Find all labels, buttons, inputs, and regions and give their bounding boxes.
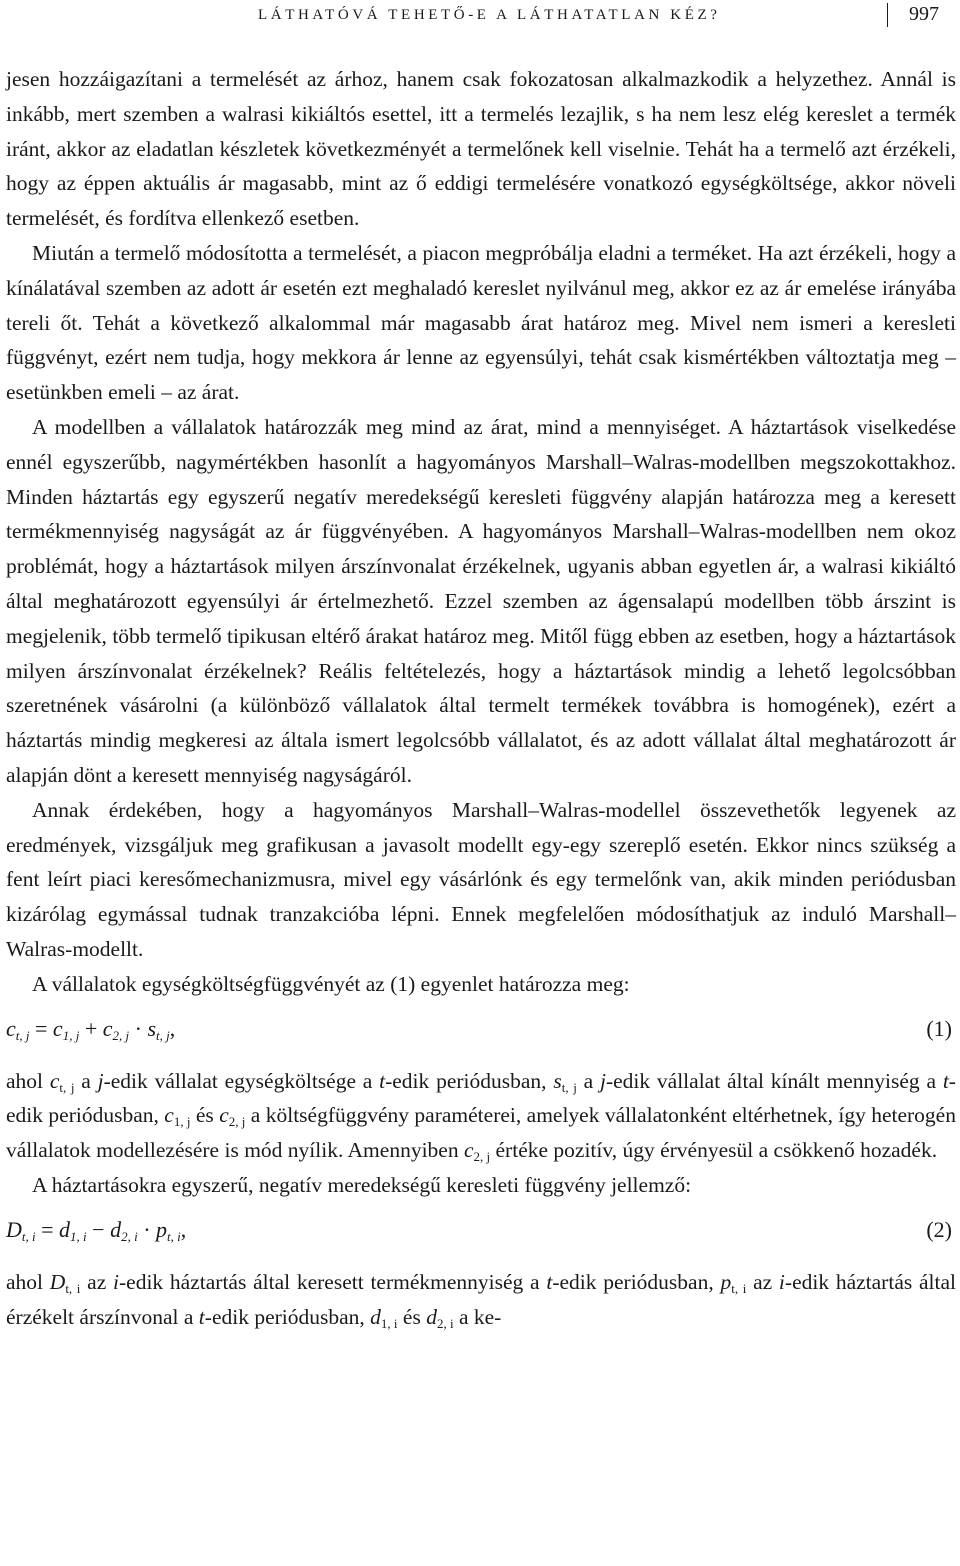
paragraph-6: ahol $c_{t, j}$ a j-edik vállalat egységköltsége a t-edik periódusban, $s_{t, j}$ a j-edik vállalat által kínált mennyiség a t-edik periódusban, $c_{1, j}$ és $c_{2, j}$ a költségfüggvény paraméterei, amelyek vállalatonként eltérhetnek, így heterogén vállalatok modellezésére is mód nyílik. Amennyiben $c_{2, j}$ értéke pozitív, úgy érvényesül a csökkenő hozadék. [6, 1068, 956, 1165]
running-title: LÁTHATÓVÁ TEHETŐ-E A LÁTHATATLAN KÉZ? [258, 7, 721, 23]
header-divider [887, 3, 888, 27]
page-number: 997 [909, 3, 939, 25]
paragraph-3: A modellben a vállalatok határozzák meg mind az árat, mind a mennyiséget. A háztartások viselkedése ennél egyszerűbb, nagymértékben hasonlít a hagyományos Marshall–Walras-modellben megszokottakhoz. Minden háztartás egy egyszerű negatív meredekségű keresleti függvény alapján határozza meg a keresett termékmennyiség nagyságát az ár függvényében. A hagyományos Marshall–Walras-modellben nem okoz problémát, hogy a háztartások milyen árszínvonalat érzékelnek, ugyanis abban egyetlen ár, a walrasi kikiáltó által meghatározott egyensúlyi ár értelmezhető. Ezzel szemben az ágensalapú modellben több árszint is megjelenik, több termelő tipikusan eltérő árakat határoz meg. Mitől függ ebben az esetben, hogy a háztartások milyen árszínvonalat érzékelnek? Reális feltételezés, hogy a háztartások mindig a lehető legolcsóbban szeretnének vásárolni (a különböző vállalatok által termelt termékek továbbra is homogének), ezért a háztartás mindig megkeresi az általa ismert legolcsóbb vállalatot, és az adott vállalat által meghatározott ár alapján dönt a keresett mennyiség nagyságáról. [6, 414, 956, 787]
equation-2-number: (2) [926, 1216, 952, 1242]
equation-2 [6, 1209, 956, 1261]
equation-1-formula: $c_{t, j} = c_{1, j} + c_{2, j} \cdot s_{t, j}$, [6, 1015, 176, 1043]
paragraph-2: Miután a termelő módosította a termelését, a piacon megpróbálja eladni a terméket. Ha azt érzékeli, hogy a kínálatával szemben az adott ár esetén ezt meghaladó kereslet nyilvánul meg, akkor ez az ár emelése irányába tereli őt. Tehát a következő alkalommal már magasabb árat határoz meg. Mivel nem ismeri a keresleti függvényt, ezért nem tudja, hogy mekkora ár lenne az egyensúlyi, tehát csak kismértékben változtatja meg – esetünkben emeli – az árat. [6, 240, 956, 405]
paragraph-8: A háztartásokra egyszerű, negatív meredekségű keresleti függvény jellemző: [32, 1172, 692, 1197]
paragraph-9: ahol $D_{t, i}$ az i-edik háztartás által keresett termékmennyiség a t-edik periódusban, $p_{t, i}$ az i-edik háztartás által érzékelt árszínvonal a t-edik periódusban, $d_{1, i}$ és $d_{2, i}$ a ke- [6, 1269, 956, 1331]
paragraph-5: A vállalatok egységköltségfüggvényét az (1) egyenlet határozza meg: [32, 971, 630, 996]
paragraph-1: jesen hozzáigazítani a termelését az árhoz, hanem csak fokozatosan alkalmazkodik a helyzethez. Annál is inkább, mert szemben a walrasi kikiáltós esettel, itt a termelés lezajlik, s ha nem lesz elég kereslet a termék iránt, akkor az eladatlan készletek következményét a termelőnek kell viselnie. Tehát ha a termelő azt érzékeli, hogy az éppen aktuális ár magasabb, mint az ő eddigi termelésére vonatkozó egységköltsége, akkor növeli termelését, és fordítva ellenkező esetben. [6, 67, 956, 231]
body-text [6, 62, 956, 1334]
paragraph-4: Annak érdekében, hogy a hagyományos Marshall–Walras-modellel összevethetők legyenek az eredmények, vizsgáljuk meg grafikusan a javasolt modellt egy-egy szereplő esetén. Ekkor nincs szükség a fent leírt piaci keresőmechanizmusra, mivel egy vásárlónk és egy termelőnk van, akik minden periódusban kizárólag egymással tudnak tranzakcióba lépni. Ennek megfelelően módosíthatjuk az induló Marshall–Walras-modellt. [6, 797, 956, 961]
running-header [0, 0, 960, 36]
equation-1-number: (1) [926, 1015, 952, 1041]
equation-2-formula: $D_{t, i} = d_{1, i} - d_{2, i} \cdot p_{t, i}$, [6, 1216, 187, 1244]
equation-1 [6, 1008, 956, 1060]
